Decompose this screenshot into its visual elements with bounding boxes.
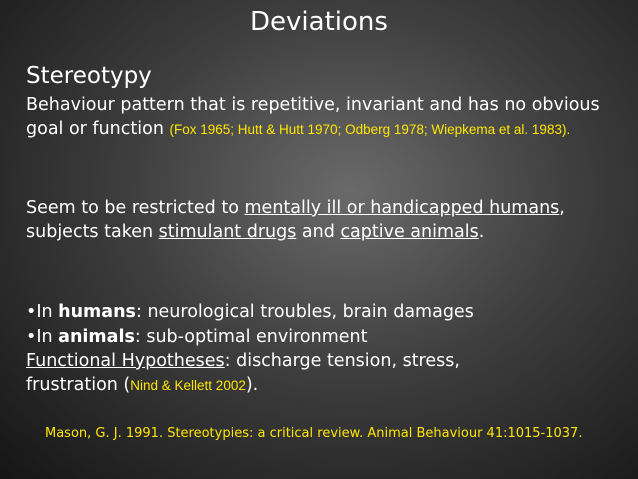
section-heading: Stereotypy <box>26 63 152 89</box>
functional-hypotheses-end: ). <box>245 374 259 395</box>
bullet-bold-term: humans <box>58 302 136 322</box>
definition-paragraph <box>26 94 626 141</box>
bullet-description: : neurological troubles, brain damages <box>135 302 474 322</box>
bullet-description: : sub-optimal environment <box>134 327 368 347</box>
bullet-animals <box>26 326 626 350</box>
restriction-text-4: . <box>478 221 485 242</box>
functional-hypotheses-label: Functional Hypotheses <box>26 351 225 371</box>
bullet-marker: •In <box>26 302 59 322</box>
definition-text: Behaviour pattern that is repetitive, invariant and has no obvious goal or function <box>26 95 600 139</box>
reference-footnote: Mason, G. J. 1991. Stereotypies: a critical review. Animal Behaviour 41:1015-1037. <box>45 426 583 441</box>
functional-hypotheses-paragraph <box>26 350 526 397</box>
functional-hypotheses-citation: Nind & Kellett 2002 <box>130 377 246 393</box>
slide-title: Deviations <box>250 7 388 37</box>
restriction-text-2: , subjects taken <box>26 198 565 242</box>
restriction-paragraph <box>26 197 626 244</box>
restriction-link-humans: mentally ill or handicapped humans <box>244 198 560 218</box>
restriction-text-3: and <box>296 221 341 242</box>
bullet-marker: •In <box>26 327 59 347</box>
functional-hypotheses-text: : discharge tension, stress, frustration ( <box>26 351 460 395</box>
bullet-humans <box>26 301 626 325</box>
restriction-link-drugs: stimulant drugs <box>158 221 297 242</box>
definition-citation: (Fox 1965; Hutt & Hutt 1970; Odberg 1978; Wiepkema et al. 1983). <box>169 121 571 137</box>
restriction-text-1: Seem to be restricted to <box>26 198 245 218</box>
restriction-link-animals: captive animals <box>340 221 479 242</box>
bullet-bold-term: animals <box>58 327 135 347</box>
